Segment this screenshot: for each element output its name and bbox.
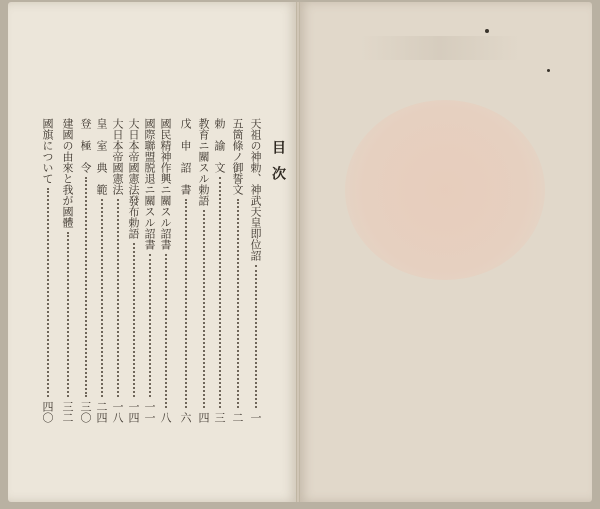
toc-entry-title: 大日本帝國憲法	[111, 118, 124, 195]
toc-entry-page: 二	[231, 412, 244, 423]
toc-entry-title: 天祖の神勅、神武天皇即位詔	[249, 118, 262, 261]
ink-spot	[485, 29, 489, 33]
toc-entry-page: 二四	[95, 401, 108, 423]
toc-entry	[196, 118, 210, 423]
toc-entry-page: 四〇	[41, 401, 54, 423]
toc-entry	[248, 118, 262, 423]
toc-entry-title: 建國の由來と我が國體	[61, 118, 74, 228]
toc-leader-dots	[203, 210, 205, 408]
toc-entry	[126, 118, 140, 423]
toc-leader-dots	[47, 188, 49, 397]
ink-spot	[547, 69, 550, 72]
toc-entry-page: 一八	[111, 401, 124, 423]
faded-seal-circle	[345, 100, 545, 280]
toc-entry	[158, 118, 172, 423]
toc-leader-dots	[237, 199, 239, 408]
toc-entry-title: 大日本帝國憲法發布勅語	[127, 118, 140, 239]
toc-entry	[110, 118, 124, 423]
toc-leader-dots	[117, 199, 119, 397]
toc-entry-title: 國旗について	[41, 118, 54, 184]
toc-entry-title: 國民精神作興ニ關スル詔書	[159, 118, 172, 250]
toc-leader-dots	[67, 232, 69, 397]
toc-entry	[60, 118, 74, 423]
toc-leader-dots	[149, 254, 151, 397]
toc-entry-title: 國際聯盟脱退ニ關スル詔書	[143, 118, 156, 250]
toc-entry	[94, 118, 108, 423]
toc-entry-title: 戊 申 詔 書	[179, 118, 192, 195]
toc-entry-title: 登 極 令	[79, 118, 92, 173]
toc-entry-page: 四	[197, 412, 210, 423]
toc-entry-page: 六	[179, 412, 192, 423]
toc-entry-page: 三	[213, 412, 226, 423]
toc-leader-dots	[219, 177, 221, 408]
toc-entry	[78, 118, 92, 423]
toc-leader-dots	[85, 177, 87, 397]
toc-entry-page: 一四	[127, 401, 140, 423]
toc-entry-page: 八	[159, 412, 172, 423]
book-gutter	[296, 2, 300, 502]
toc-entry	[178, 118, 192, 423]
toc-entry-title: 皇 室 典 範	[95, 118, 108, 195]
toc-entry	[212, 118, 226, 423]
toc-entry-page: 一	[249, 412, 262, 423]
toc-leader-dots	[185, 199, 187, 408]
toc-leader-dots	[165, 254, 167, 408]
toc-entry-title: 教育ニ關スル勅語	[197, 118, 210, 206]
toc-entry-title: 五箇條ノ御誓文	[231, 118, 244, 195]
toc-leader-dots	[133, 243, 135, 397]
toc-entry	[142, 118, 156, 423]
toc-entry-page: 一一	[143, 401, 156, 423]
toc-entry-page: 三〇	[79, 401, 92, 423]
toc-entry-page: 三二	[61, 401, 74, 423]
toc-heading: 目次	[270, 140, 286, 192]
toc-leader-dots	[255, 265, 257, 408]
toc-entry-title: 勅 諭 文	[213, 118, 226, 173]
faded-title-imprint	[360, 36, 520, 60]
toc-entry	[230, 118, 244, 423]
toc-entry	[40, 118, 54, 423]
toc-leader-dots	[101, 199, 103, 397]
